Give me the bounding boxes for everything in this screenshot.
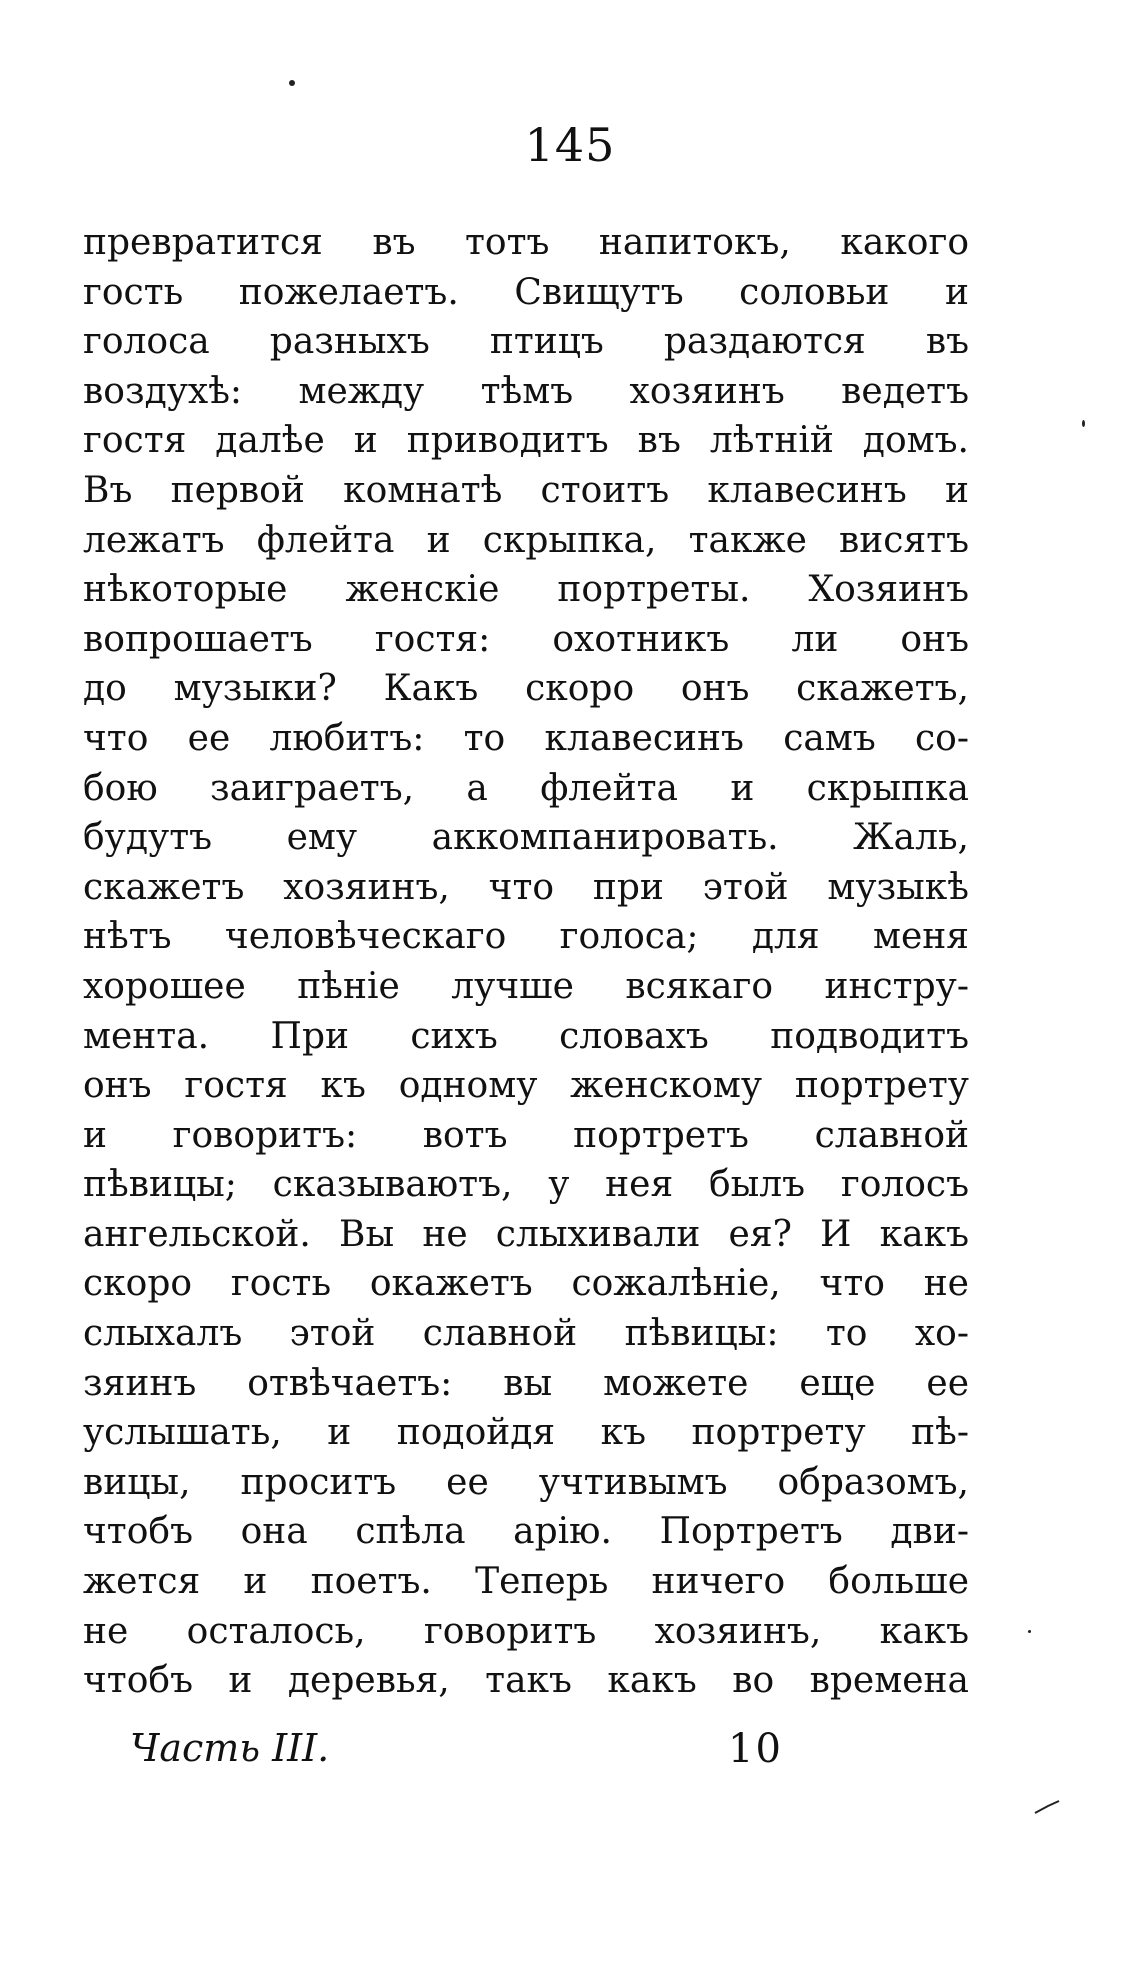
body-text <box>83 218 969 1706</box>
text-line: зяинъ отвѣчаетъ: вы можете еще ее <box>83 1362 969 1404</box>
text-line: скажетъ хозяинъ, что при этой музыкѣ <box>83 866 969 908</box>
text-line: воздухѣ: между тѣмъ хозяинъ ведетъ <box>83 370 969 412</box>
page-number: 145 <box>524 118 616 172</box>
text-line: чтобъ и деревья, такъ какъ во времена <box>83 1660 969 1702</box>
text-line: скоро гость окажетъ сожалѣніе, что не <box>83 1263 969 1305</box>
text-line: пѣвицы; сказываютъ, у нея былъ голосъ <box>83 1164 969 1206</box>
text-line: до музыки? Какъ скоро онъ скажетъ, <box>83 668 969 710</box>
page-footer <box>0 1726 1140 1786</box>
text-line: не осталось, говоритъ хозяинъ, какъ <box>83 1610 969 1652</box>
text-line: ангельской. Вы не слыхивали ея? И какъ <box>83 1213 969 1255</box>
text-line: вицы, проситъ ее учтивымъ образомъ, <box>83 1461 969 1503</box>
text-line: будутъ ему аккомпанировать. Жаль, <box>83 817 969 859</box>
text-line: Въ первой комнатѣ стоитъ клавесинъ и <box>83 469 969 511</box>
text-line: хорошее пѣніе лучше всякаго инстру- <box>83 965 969 1007</box>
text-line: превратится въ тотъ напитокъ, какого <box>83 222 969 263</box>
text-line: услышать, и подойдя къ портрету пѣ- <box>83 1412 969 1454</box>
text-line: что ее любитъ: то клавесинъ самъ со- <box>83 717 969 759</box>
text-line: и говоритъ: вотъ портретъ славной <box>83 1114 969 1156</box>
text-line: нѣтъ человѣческаго голоса; для меня <box>83 916 969 958</box>
text-line: жется и поетъ. Теперь ничего больше <box>83 1561 969 1603</box>
ink-stroke <box>1034 1800 1060 1814</box>
ink-speck <box>1082 420 1085 427</box>
text-line: нѣкоторые женскіе портреты. Хозяинъ <box>83 569 969 611</box>
text-line: голоса разныхъ птицъ раздаются въ <box>83 321 969 363</box>
text-line: гостя далѣе и приводитъ въ лѣтній домъ. <box>83 420 969 462</box>
signature-mark: 10 <box>728 1726 783 1772</box>
text-line: чтобъ она спѣла арію. Портретъ дви- <box>83 1511 969 1553</box>
ink-speck <box>1028 1630 1031 1633</box>
text-line: гость пожелаетъ. Свищутъ соловьи и <box>83 271 969 313</box>
text-line: слыхалъ этой славной пѣвицы: то хо- <box>83 1313 969 1355</box>
text-line: вопрошаетъ гостя: охотникъ ли онъ <box>83 618 969 660</box>
text-line: бою заиграетъ, а флейта и скрыпка <box>83 767 969 809</box>
text-line: онъ гостя къ одному женскому портрету <box>83 1065 969 1107</box>
ink-speck <box>289 80 295 86</box>
volume-signature: Часть III. <box>130 1726 330 1770</box>
text-line: мента. При сихъ словахъ подводитъ <box>83 1015 969 1057</box>
text-line: лежатъ флейта и скрыпка, также висятъ <box>83 519 969 561</box>
